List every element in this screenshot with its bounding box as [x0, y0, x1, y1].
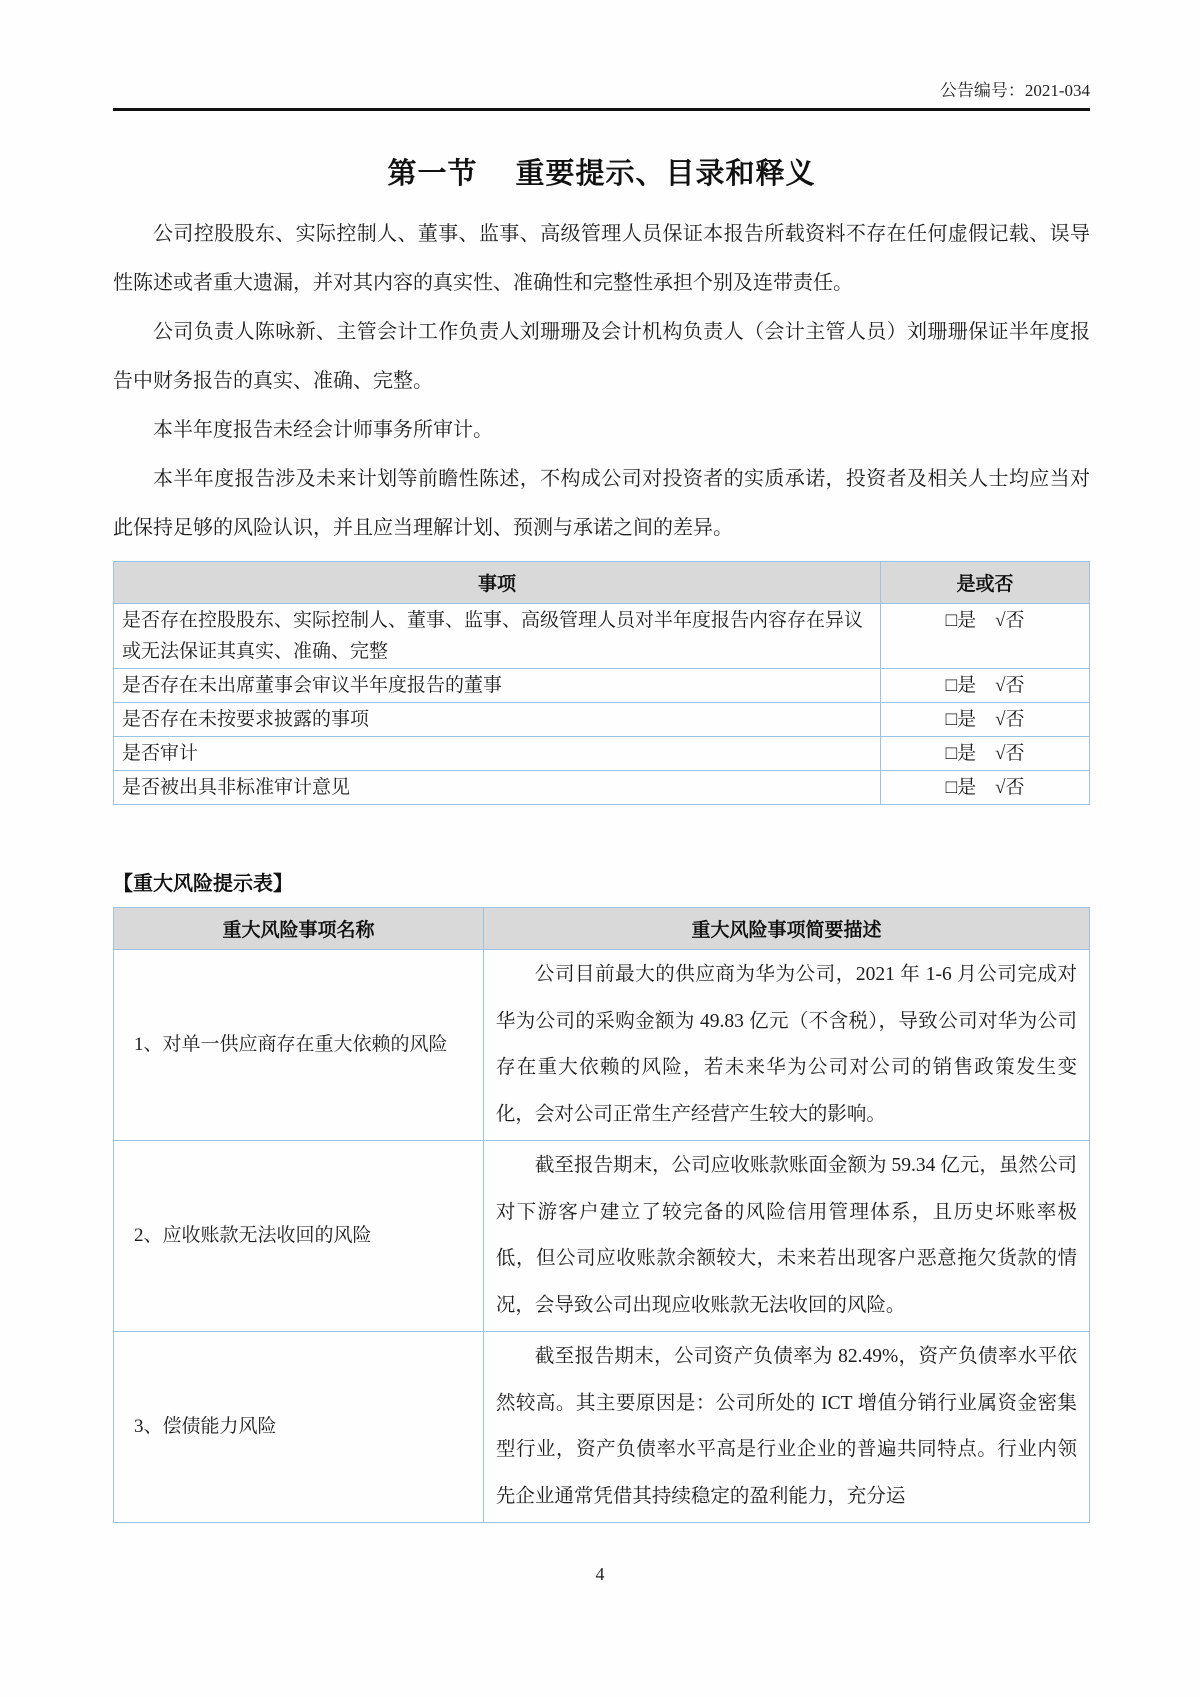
section-title — [113, 151, 1090, 192]
matter-item-text: 是否审计 — [114, 737, 881, 771]
risk-description-text: 截至报告期末，公司应收账款账面金额为 59.34 亿元，虽然公司对下游客户建立了较完备的风险信用管理体系，且历史坏账率极低，但公司应收账款余额较大，未来若出现客户恶意拖欠货款的情况，会导致公司出现应收账款无法收回的风险。 — [495, 1155, 1077, 1316]
matter-answer: □是 √否 — [881, 737, 1090, 771]
matters-column-yesno: 是或否 — [881, 562, 1090, 604]
matter-item-text: 是否存在控股股东、实际控制人、董事、监事、高级管理人员对半年度报告内容存在异议或无法保证其真实、准确、完整 — [114, 604, 881, 669]
risk-column-description: 重大风险事项简要描述 — [483, 908, 1089, 950]
matter-item-text: 是否被出具非标准审计意见 — [114, 771, 881, 805]
risk-description-text: 截至报告期末，公司资产负债率为 82.49%，资产负债率水平依然较高。其主要原因是：公司所处的 ICT 增值分销行业属资金密集型行业，资产负债率水平高是行业企业的普遍共同特点。行业内领先企业通常凭借其持续稳定的盈利能力，充分运 — [495, 1346, 1077, 1507]
matter-answer: □是 √否 — [881, 703, 1090, 737]
section-name: 重要提示、目录和释义 — [515, 158, 816, 190]
table-row — [114, 703, 1090, 737]
matter-answer: □是 √否 — [881, 604, 1090, 669]
table-row — [114, 771, 1090, 805]
table-row — [114, 737, 1090, 771]
matter-answer: □是 √否 — [881, 771, 1090, 805]
section-label: 第一节 — [387, 158, 478, 190]
matter-item-text: 是否存在未出席董事会审议半年度报告的董事 — [114, 669, 881, 703]
paragraph-forward-looking: 本半年度报告涉及未来计划等前瞻性陈述，不构成公司对投资者的实质承诺，投资者及相关人士均应当对此保持足够的风险认识，并且应当理解计划、预测与承诺之间的差异。 — [113, 468, 1090, 539]
risk-name: 2、应收账款无法收回的风险 — [114, 1141, 484, 1332]
document-header — [113, 76, 1090, 111]
announcement-number: 公告编号：2021-034 — [939, 81, 1090, 100]
table-row — [114, 950, 1090, 1141]
risk-description — [483, 1141, 1089, 1332]
risk-description — [483, 950, 1089, 1141]
matter-item-text: 是否存在未按要求披露的事项 — [114, 703, 881, 737]
intro-paragraphs — [113, 210, 1090, 553]
risk-column-name: 重大风险事项名称 — [114, 908, 484, 950]
risk-description — [483, 1332, 1089, 1523]
page-footer — [0, 1564, 1200, 1585]
table-row — [114, 669, 1090, 703]
paragraph-unaudited: 本半年度报告未经会计师事务所审计。 — [153, 419, 493, 441]
table-row — [114, 1332, 1090, 1523]
matters-column-item: 事项 — [114, 562, 881, 604]
risk-description-text: 公司目前最大的供应商为华为公司，2021 年 1-6 月公司完成对华为公司的采购金额为 49.83 亿元（不含税），导致公司对华为公司存在重大依赖的风险，若未来华为公司对公司的销售政策发生变化，会对公司正常生产经营产生较大的影响。 — [495, 964, 1077, 1125]
risk-name: 3、偿债能力风险 — [114, 1332, 484, 1523]
matter-answer: □是 √否 — [881, 669, 1090, 703]
matters-header-row — [114, 562, 1090, 604]
matters-table — [113, 561, 1090, 805]
paragraph-disclaimer: 公司控股股东、实际控制人、董事、监事、高级管理人员保证本报告所载资料不存在任何虚假记载、误导性陈述或者重大遗漏，并对其内容的真实性、准确性和完整性承担个别及连带责任。 — [113, 223, 1090, 294]
table-row — [114, 604, 1090, 669]
risk-table — [113, 907, 1090, 1523]
paragraph-responsible-persons: 公司负责人陈咏新、主管会计工作负责人刘珊珊及会计机构负责人（会计主管人员）刘珊珊保证半年度报告中财务报告的真实、准确、完整。 — [113, 321, 1090, 392]
risk-section-heading: 【重大风险提示表】 — [113, 873, 293, 895]
table-row — [114, 1141, 1090, 1332]
page-number: 4 — [595, 1564, 605, 1584]
risk-name: 1、对单一供应商存在重大依赖的风险 — [114, 950, 484, 1141]
risk-header-row — [114, 908, 1090, 950]
